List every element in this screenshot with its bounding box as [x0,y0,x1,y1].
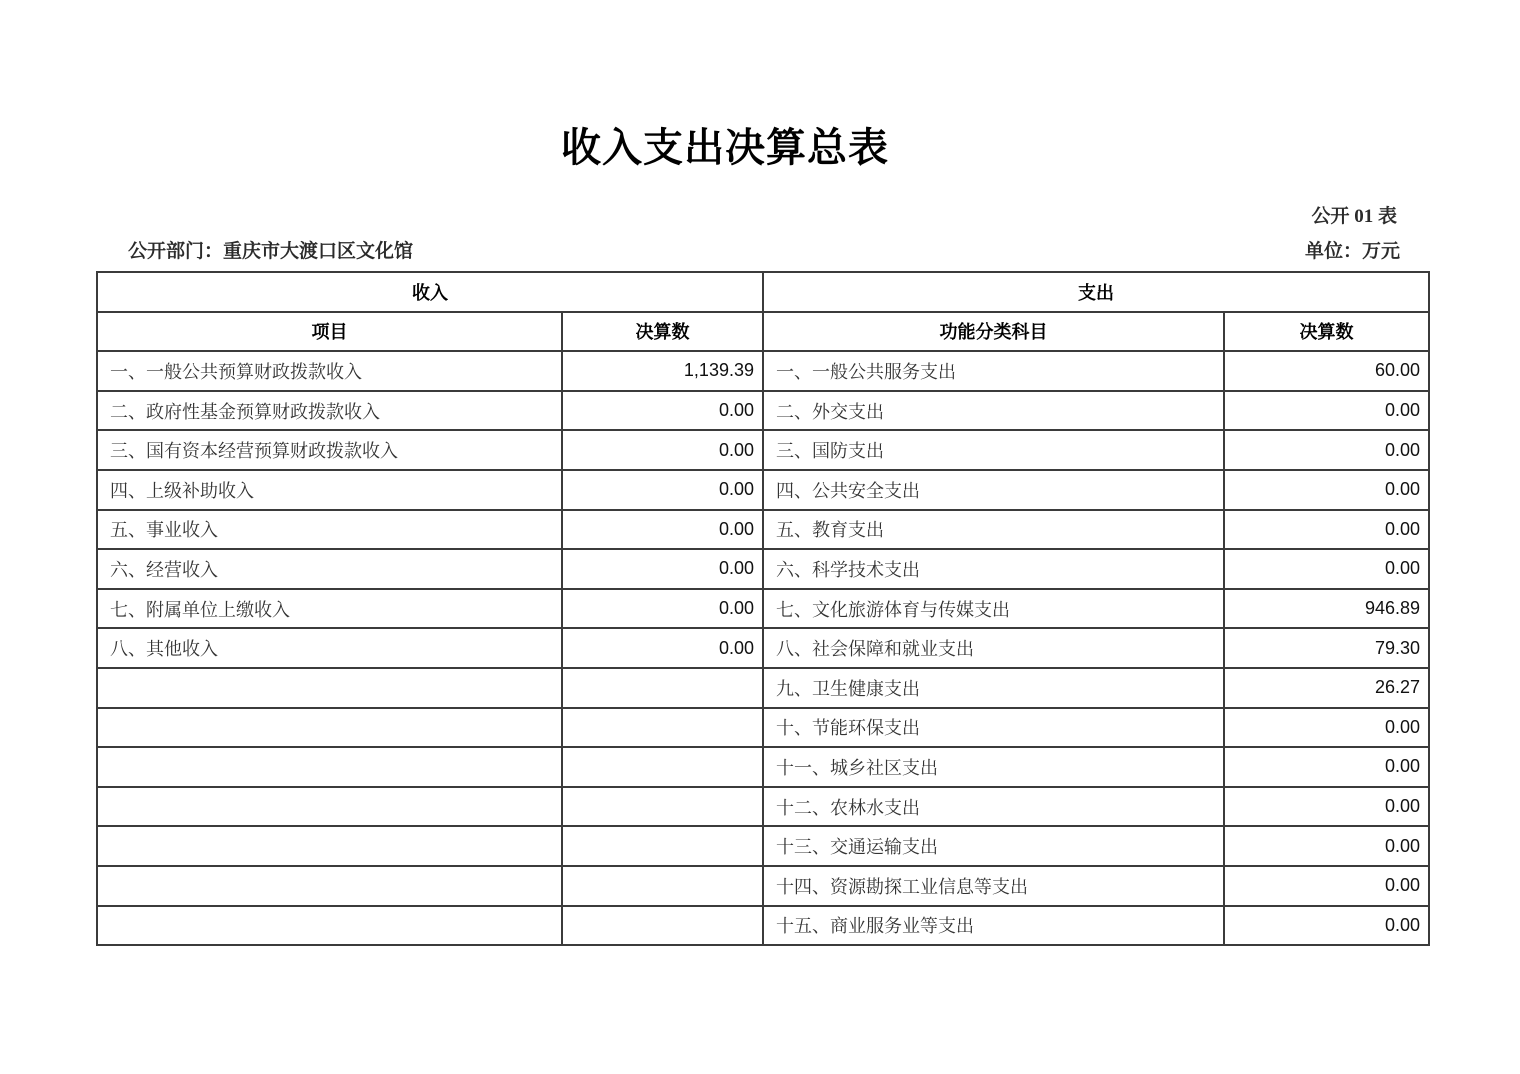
expense-value-cell: 0.00 [1224,787,1429,827]
income-item-cell [97,826,562,866]
expense-value-cell: 0.00 [1224,510,1429,550]
expense-item-cell: 三、国防支出 [763,430,1224,470]
page-title: 收入支出决算总表 [561,126,889,170]
table-row [97,391,1429,431]
expense-value-cell: 60.00 [1224,351,1429,391]
col-header-expense-item: 功能分类科目 [763,312,1224,352]
table-number: 公开 01 表 [1311,206,1397,227]
income-item-cell: 六、经营收入 [97,549,562,589]
income-value-cell: 1,139.39 [562,351,763,391]
expense-item-cell: 十四、资源勘探工业信息等支出 [763,866,1224,906]
table-row [97,668,1429,708]
expense-value-cell: 26.27 [1224,668,1429,708]
income-item-cell: 一、一般公共预算财政拨款收入 [97,351,562,391]
table-row [97,510,1429,550]
income-value-cell [562,668,763,708]
expense-item-cell: 十、节能环保支出 [763,708,1224,748]
income-item-cell: 七、附属单位上缴收入 [97,589,562,629]
income-item-cell: 五、事业收入 [97,510,562,550]
income-value-cell [562,747,763,787]
table-row [97,787,1429,827]
table-row [97,430,1429,470]
income-value-cell [562,708,763,748]
expense-item-cell: 七、文化旅游体育与传媒支出 [763,589,1224,629]
expense-value-cell: 0.00 [1224,549,1429,589]
table-row [97,826,1429,866]
column-header-row [97,312,1429,352]
income-value-cell: 0.00 [562,549,763,589]
table-row [97,549,1429,589]
table-row [97,906,1429,946]
table-row [97,470,1429,510]
expense-value-cell: 0.00 [1224,708,1429,748]
section-header-row [97,272,1429,312]
income-value-cell: 0.00 [562,470,763,510]
income-value-cell [562,787,763,827]
expense-value-cell: 0.00 [1224,826,1429,866]
expense-item-cell: 六、科学技术支出 [763,549,1224,589]
income-section-header: 收入 [97,272,763,312]
income-item-cell [97,668,562,708]
expense-item-cell: 十三、交通运输支出 [763,826,1224,866]
expense-item-cell: 十五、商业服务业等支出 [763,906,1224,946]
expense-value-cell: 79.30 [1224,628,1429,668]
expense-value-cell: 946.89 [1224,589,1429,629]
table-body [97,351,1429,945]
expense-item-cell: 一、一般公共服务支出 [763,351,1224,391]
income-item-cell [97,747,562,787]
income-item-cell [97,787,562,827]
income-value-cell: 0.00 [562,391,763,431]
table-row [97,866,1429,906]
income-item-cell: 四、上级补助收入 [97,470,562,510]
expense-item-cell: 九、卫生健康支出 [763,668,1224,708]
income-item-cell: 八、其他收入 [97,628,562,668]
department-label: 公开部门：重庆市大渡口区文化馆 [128,241,414,262]
table-header [97,272,1429,351]
expense-item-cell: 十二、农林水支出 [763,787,1224,827]
income-item-cell [97,866,562,906]
expense-value-cell: 0.00 [1224,391,1429,431]
expense-value-cell: 0.00 [1224,747,1429,787]
income-value-cell [562,906,763,946]
col-header-income-item: 项目 [97,312,562,352]
income-value-cell [562,826,763,866]
expense-value-cell: 0.00 [1224,470,1429,510]
expense-item-cell: 八、社会保障和就业支出 [763,628,1224,668]
col-header-expense-amount: 决算数 [1224,312,1429,352]
table-row [97,628,1429,668]
income-value-cell [562,866,763,906]
expense-item-cell: 五、教育支出 [763,510,1224,550]
income-item-cell: 三、国有资本经营预算财政拨款收入 [97,430,562,470]
income-item-cell [97,906,562,946]
expense-value-cell: 0.00 [1224,866,1429,906]
expense-item-cell: 十一、城乡社区支出 [763,747,1224,787]
expense-section-header: 支出 [763,272,1429,312]
table-row [97,351,1429,391]
income-value-cell: 0.00 [562,589,763,629]
expense-value-cell: 0.00 [1224,430,1429,470]
budget-summary-table [96,271,1430,946]
col-header-income-amount: 决算数 [562,312,763,352]
unit-label: 单位：万元 [1304,241,1400,262]
table-row [97,708,1429,748]
income-item-cell [97,708,562,748]
income-item-cell: 二、政府性基金预算财政拨款收入 [97,391,562,431]
income-value-cell: 0.00 [562,430,763,470]
expense-value-cell: 0.00 [1224,906,1429,946]
expense-item-cell: 二、外交支出 [763,391,1224,431]
table-row [97,747,1429,787]
income-value-cell: 0.00 [562,628,763,668]
table-row [97,589,1429,629]
income-value-cell: 0.00 [562,510,763,550]
expense-item-cell: 四、公共安全支出 [763,470,1224,510]
